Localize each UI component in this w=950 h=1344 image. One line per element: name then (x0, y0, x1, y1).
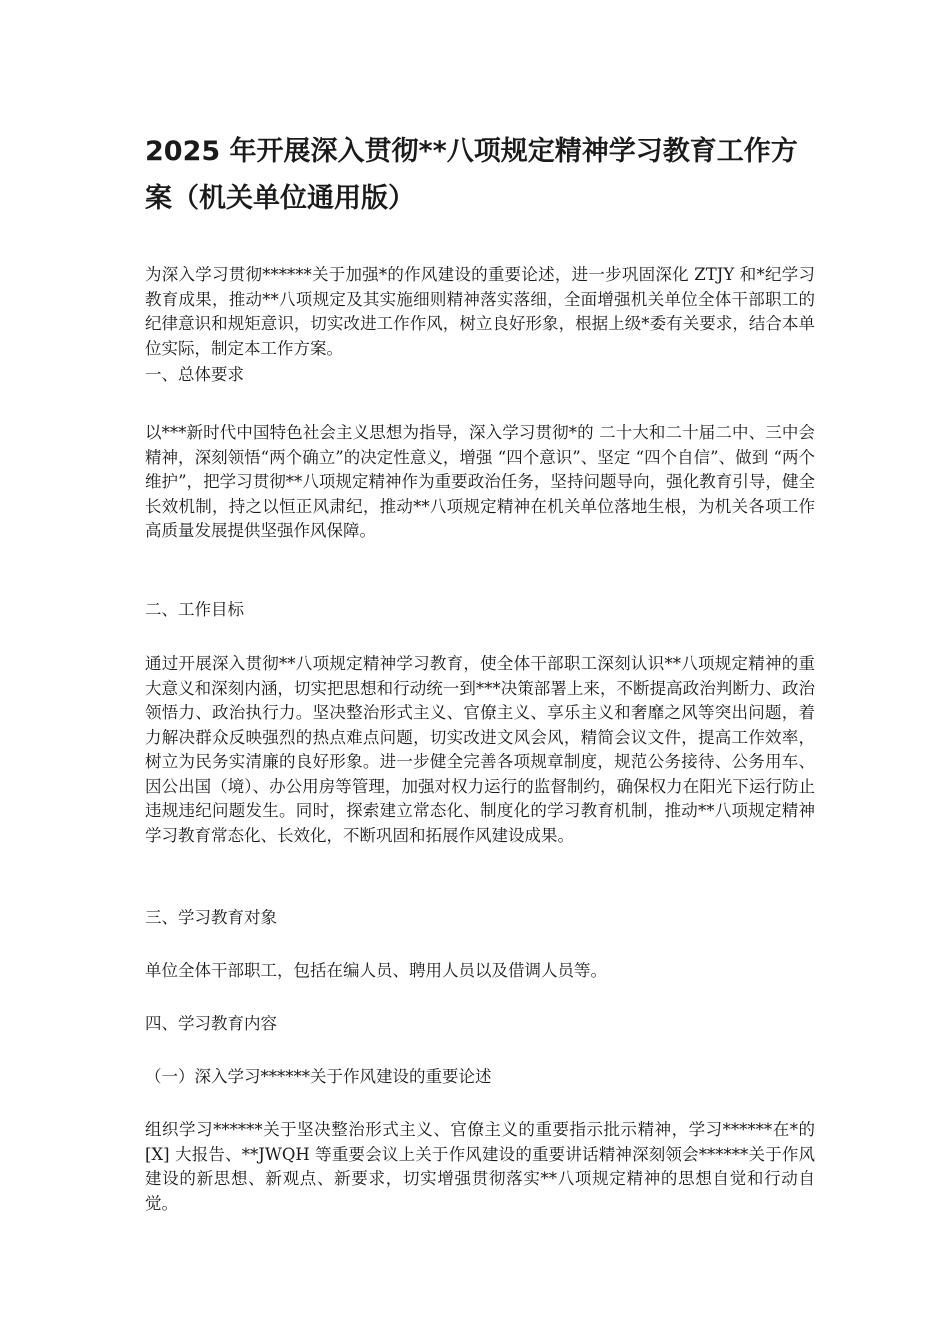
section-1-paragraph: 以***新时代中国特色社会主义思想为指导，深入学习贯彻*的 二十大和二十届二中、三中会精神，深刻领悟“两个确立”的决定性意义，增强 “四个意识”、坚定 “四个自信”、做到 “两个维护”，把学习贯彻**八项规定精神作为重要政治任务，坚持问题导向，强化教育引导，健全长效机制，持之以恒正风肃纪，推动**八项规定精神在机关单位落地生根，为机关各项工作高质量发展提供坚强作风保障。 (145, 423, 815, 540)
section-2-heading: 二、工作目标 (145, 600, 244, 619)
document-title-line-1: 2025 年开展深入贯彻**八项规定精神学习教育工作方 (145, 136, 798, 167)
section-1-heading: 一、总体要求 (145, 365, 244, 384)
section-3-heading: 三、学习教育对象 (145, 908, 277, 927)
section-4-subheading-1: （一）深入学习******关于作风建设的重要论述 (145, 1067, 492, 1086)
section-4-heading: 四、学习教育内容 (145, 1014, 277, 1033)
section-3-paragraph: 单位全体干部职工，包括在编人员、聘用人员以及借调人员等。 (145, 961, 607, 980)
document-title-line-2: 案（机关单位通用版） (145, 183, 415, 214)
section-2-paragraph: 通过开展深入贯彻**八项规定精神学习教育，使全体干部职工深刻认识**八项规定精神的重大意义和深刻内涵，切实把思想和行动统一到***决策部署上来，不断提高政治判断力、政治领悟力、政治执行力。坚决整治形式主义、官僚主义、享乐主义和奢靡之风等突出问题，着力解决群众反映强烈的热点难点问题，切实改进文风会风，精简会议文件，提高工作效率，树立为民务实清廉的良好形象。进一步健全完善各项规章制度，规范公务接待、公务用车、因公出国（境）、办公用房等管理，加强对权力运行的监督制约，确保权力在阳光下运行防止违规违纪问题发生。同时，探索建立常态化、制度化的学习教育机制，推动**八项规定精神学习教育常态化、长效化，不断巩固和拓展作风建设成果。 (145, 654, 815, 845)
intro-paragraph: 为深入学习贯彻******关于加强*的作风建设的重要论述，进一步巩固深化 ZTJY 和*纪学习教育成果，推动**八项规定及其实施细则精神落实落细，全面增强机关单位全体干部职工的纪律意识和规矩意识，切实改进工作作风，树立良好形象，根据上级*委有关要求，结合本单位实际，制定本工作方案。 (145, 265, 815, 358)
section-4-sub-1-paragraph: 组织学习******关于坚决整治形式主义、官僚主义的重要指示批示精神，学习******在*的 [X] 大报告、**JWQH 等重要会议上关于作风建设的重要讲话精神深刻领会******关于作风建设的新思想、新观点、新要求，切实增强贯彻落实**八项规定精神的思想自觉和行动自觉。 (145, 1120, 815, 1213)
